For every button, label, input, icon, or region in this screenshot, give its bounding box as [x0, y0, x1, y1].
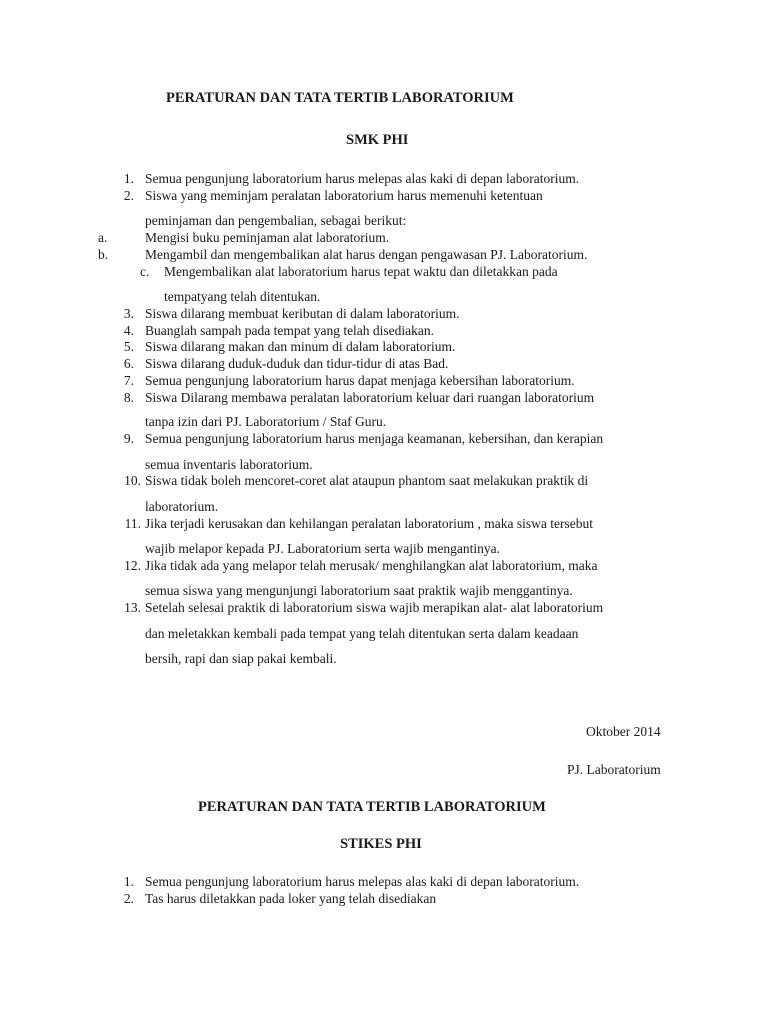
- item-number: 8.: [123, 390, 134, 405]
- item-text: tanpa izin dari PJ. Laboratorium / Staf Guru.: [145, 414, 387, 429]
- item-text: Siswa dilarang duduk-duduk dan tidur-tidur di atas Bad.: [145, 356, 449, 371]
- item-number: 4.: [123, 323, 134, 338]
- section1-subtitle: SMK PHI: [346, 132, 409, 148]
- item-text: Buanglah sampah pada tempat yang telah disediakan.: [145, 323, 435, 338]
- subitem-text: Mengembalikan alat laboratorium harus tepat waktu dan diletakkan pada: [164, 264, 558, 279]
- item-number: 1.: [123, 171, 134, 186]
- subitem-text: Mengisi buku peminjaman alat laboratorium.: [145, 230, 390, 245]
- item-text: semua siswa yang mengunjungi laboratorium saat praktik wajib menggantinya.: [145, 583, 573, 598]
- item-number: 2.: [123, 188, 134, 203]
- item-text: semua inventaris laboratorium.: [145, 457, 313, 472]
- subitem-text: tempatyang telah ditentukan.: [164, 289, 321, 304]
- item-text: dan meletakkan kembali pada tempat yang telah ditentukan serta dalam keadaan: [145, 626, 579, 641]
- item-number: 5.: [123, 339, 134, 354]
- item-text: Semua pengunjung laboratorium harus menjaga keamanan, kebersihan, dan kerapian: [145, 431, 604, 446]
- item-text: Tas harus diletakkan pada loker yang telah disediakan: [145, 891, 437, 906]
- document-date: Oktober 2014: [586, 724, 661, 739]
- item-text: Jika tidak ada yang melapor telah merusak/ menghilangkan alat laboratorium, maka: [145, 558, 598, 573]
- item-number: 11.: [124, 516, 141, 531]
- signatory: PJ. Laboratorium: [567, 762, 661, 777]
- item-number: 7.: [123, 373, 134, 388]
- section1-title: PERATURAN DAN TATA TERTIB LABORATORIUM: [166, 90, 514, 106]
- item-text: bersih, rapi dan siap pakai kembali.: [145, 651, 337, 666]
- item-text: Semua pengunjung laboratorium harus melepas alas kaki di depan laboratorium.: [145, 874, 580, 889]
- subitem-letter: c.: [140, 264, 150, 279]
- item-text: wajib melapor kepada PJ. Laboratorium serta wajib mengantinya.: [145, 541, 501, 556]
- item-number: 1.: [123, 874, 134, 889]
- item-number: 10.: [124, 473, 141, 488]
- item-text: Siswa tidak boleh mencoret-coret alat ataupun phantom saat melakukan praktik di: [145, 473, 589, 488]
- item-text: Siswa dilarang membuat keributan di dalam laboratorium.: [145, 306, 460, 321]
- item-number: 12.: [124, 558, 141, 573]
- section2-subtitle: STIKES PHI: [340, 836, 422, 852]
- item-number: 3.: [123, 306, 134, 321]
- subitem-letter: b.: [98, 247, 109, 262]
- item-text: Siswa Dilarang membawa peralatan laboratorium keluar dari ruangan laboratorium: [145, 390, 595, 405]
- section2-title: PERATURAN DAN TATA TERTIB LABORATORIUM: [198, 799, 546, 815]
- item-text: Siswa yang meminjam peralatan laboratorium harus memenuhi ketentuan: [145, 188, 543, 203]
- item-text: Jika terjadi kerusakan dan kehilangan peralatan laboratorium , maka siswa tersebut: [145, 516, 593, 531]
- item-number: 2.: [123, 891, 134, 906]
- item-text: Semua pengunjung laboratorium harus melepas alas kaki di depan laboratorium.: [145, 171, 580, 186]
- item-text: Semua pengunjung laboratorium harus dapat menjaga kebersihan laboratorium.: [145, 373, 575, 388]
- item-number: 9.: [123, 431, 134, 446]
- item-text: peminjaman dan pengembalian, sebagai berikut:: [145, 213, 407, 228]
- subitem-text: Mengambil dan mengembalikan alat harus dengan pengawasan PJ. Laboratorium.: [145, 247, 588, 262]
- item-text: Siswa dilarang makan dan minum di dalam laboratorium.: [145, 339, 456, 354]
- item-number: 13.: [124, 600, 141, 615]
- subitem-letter: a.: [98, 230, 108, 245]
- item-text: laboratorium.: [145, 499, 219, 514]
- item-text: Setelah selesai praktik di laboratorium siswa wajib merapikan alat- alat laboratorium: [145, 600, 604, 615]
- item-number: 6.: [123, 356, 134, 371]
